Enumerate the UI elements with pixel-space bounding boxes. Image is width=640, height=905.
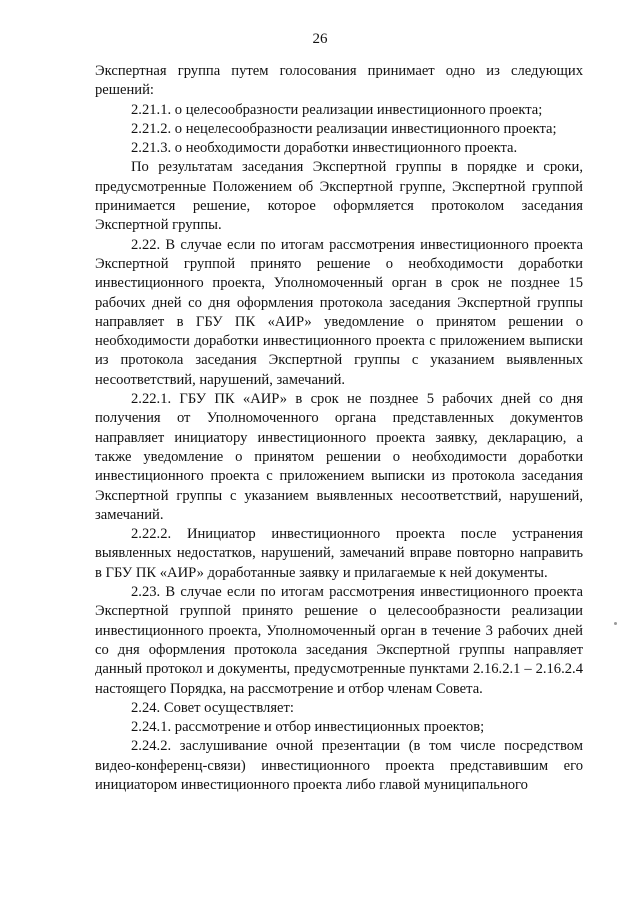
paragraph-2-21-1: 2.21.1. о целесообразности реализации инвестиционного проекта;: [131, 101, 543, 118]
page-number: 26: [312, 31, 328, 47]
paragraph-2-22-1: 2.22.1. ГБУ ПК «АИР» в срок не позднее 5 рабочих дней со дня получения от Уполномоченного органа представленных документов направляет инициатору инвестиционного проекта заявку, декларацию, а также уведомление о принятом решении о необходимости доработки инвестиционного проекта с приложением выписки из протокола заседания Экспертной группы с указанием выявленных несоответствий, нарушений, замечаний.: [95, 391, 583, 523]
paragraph-2-24-2: 2.24.2. заслушивание очной презентации (в том числе посредством видео-конференц-связи) инвестиционного проекта представившим его инициатором инвестиционного проекта либо главой муниципального: [95, 738, 583, 793]
scan-speck: [614, 622, 617, 625]
paragraph-intro: Экспертная группа путем голосования принимает одно из следующих решений:: [95, 63, 583, 99]
paragraph-2-22: 2.22. В случае если по итогам рассмотрения инвестиционного проекта Экспертной группой принято решение о необходимости доработки инвестиционного проекта, Уполномоченный орган в срок не позднее 15 рабочих дней со дня оформления протокола заседания Экспертной группы направляет в ГБУ ПК «АИР» уведомление о принятом решении о необходимости доработки инвестиционного проекта с приложением выписки из протокола заседания Экспертной группы с указанием выявленных несоответствий, нарушений, замечаний.: [95, 236, 583, 388]
paragraph-2-24: 2.24. Совет осуществляет:: [131, 699, 294, 716]
paragraph-results: По результатам заседания Экспертной группы в порядке и сроки, предусмотренные Положением об Экспертной группе, Экспертной группой принимается решение, которое оформляется протоколом заседания Экспертной группы.: [95, 159, 583, 234]
document-body: [95, 62, 583, 795]
paragraph-2-21-2: 2.21.2. о нецелесообразности реализации инвестиционного проекта;: [131, 120, 557, 137]
paragraph-2-23: 2.23. В случае если по итогам рассмотрения инвестиционного проекта Экспертной группой принято решение о целесообразности реализации инвестиционного проекта, Уполномоченный орган в течение 3 рабочих дней со дня оформления протокола заседания Экспертной группы направляет данный протокол и документы, предусмотренные пунктами 2.16.2.1 – 2.16.2.4 настоящего Порядка, на рассмотрение и отбор членам Совета.: [95, 584, 583, 697]
paragraph-2-24-1: 2.24.1. рассмотрение и отбор инвестиционных проектов;: [131, 719, 485, 736]
paragraph-2-21-3: 2.21.3. о необходимости доработки инвестиционного проекта.: [131, 140, 518, 157]
paragraph-2-22-2: 2.22.2. Инициатор инвестиционного проекта после устранения выявленных недостатков, нарушений, замечаний вправе повторно направить в ГБУ ПК «АИР» доработанные заявку и прилагаемые к ней документы.: [95, 526, 583, 581]
